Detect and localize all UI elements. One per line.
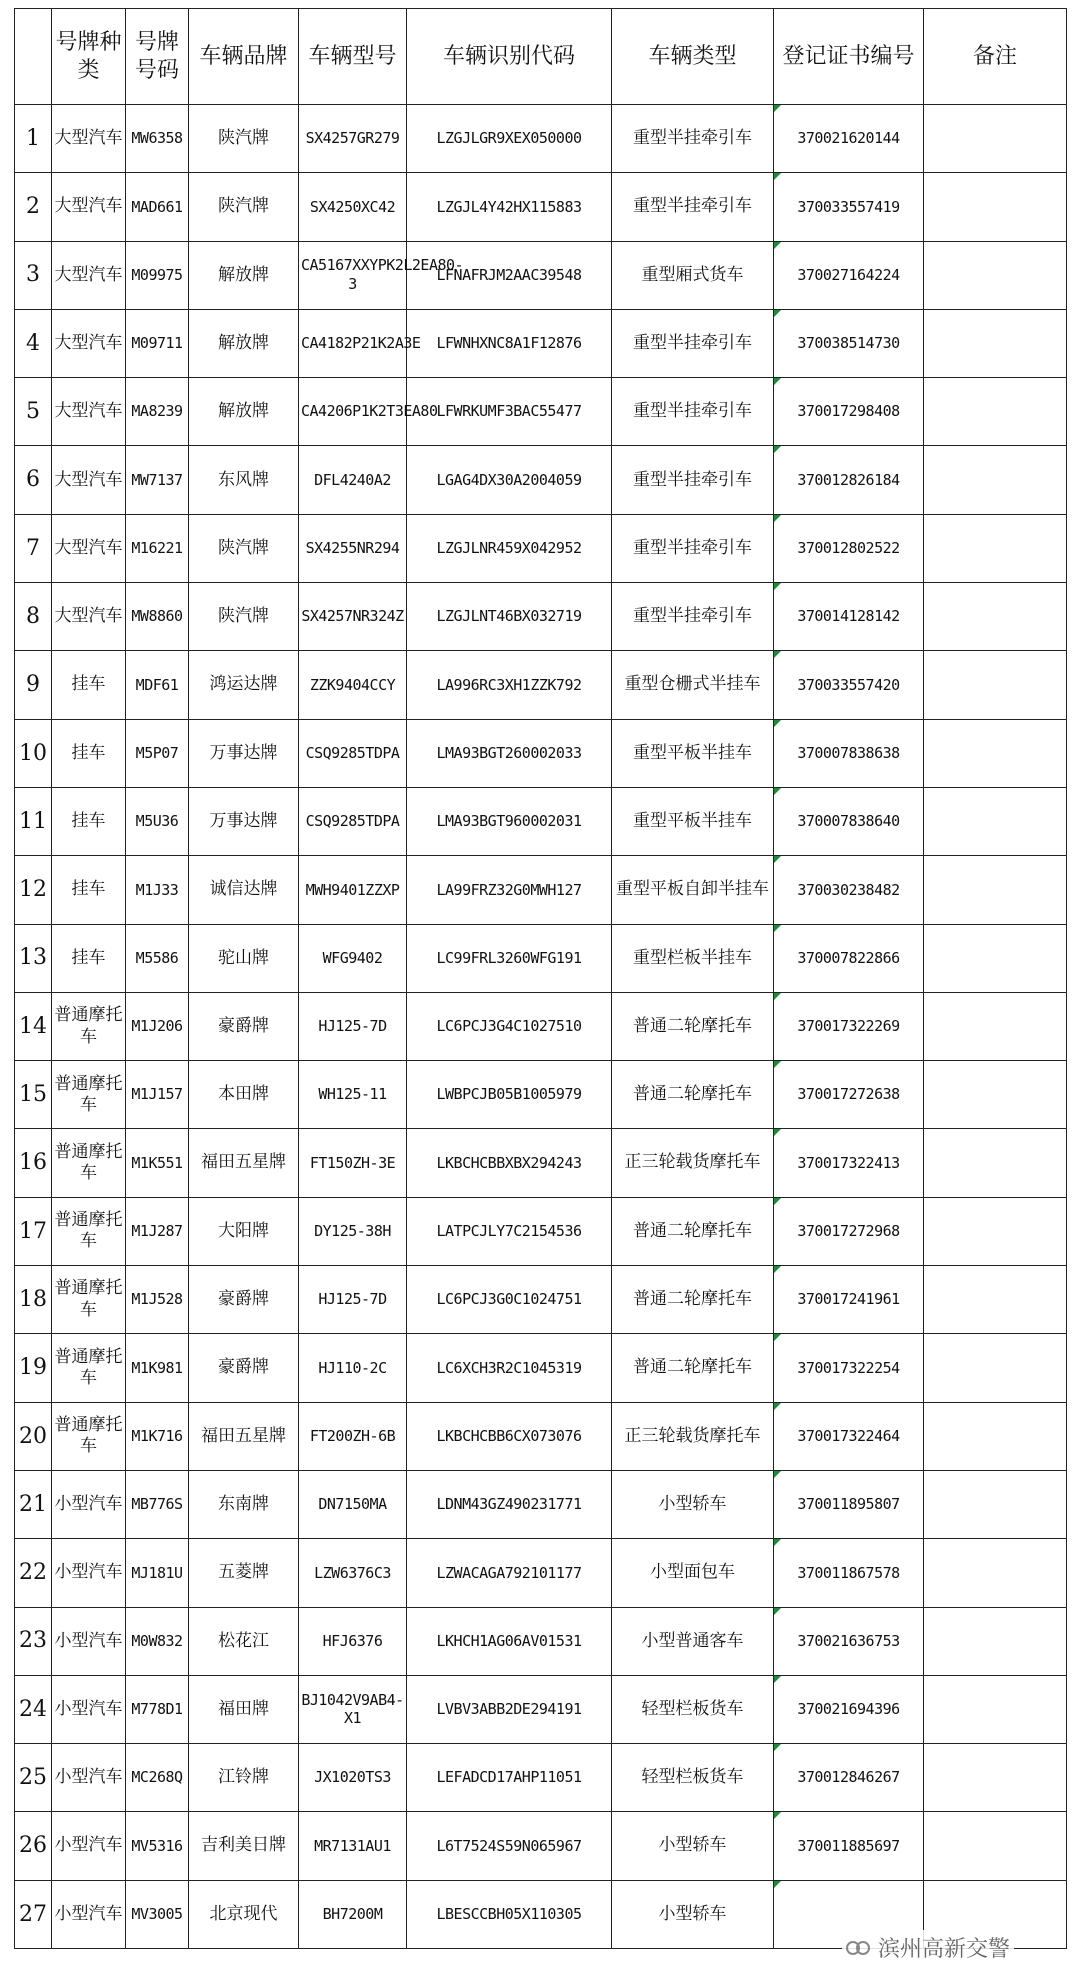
cell-brand: 豪爵牌 (189, 992, 299, 1060)
cell-plate-type: 挂车 (52, 787, 126, 855)
table-row (15, 651, 1067, 719)
cell-index: 25 (15, 1744, 52, 1812)
table-row (15, 378, 1067, 446)
cell-vin: LFWNHXNC8A1F12876 (407, 309, 612, 377)
cell-plate-number: M1K716 (126, 1402, 189, 1470)
cell-plate-number: M1J287 (126, 1197, 189, 1265)
cell-certificate-number: 370017241961 (774, 1266, 924, 1334)
cell-vehicle-type: 重型半挂牵引车 (612, 583, 774, 651)
wechat-channel-icon (846, 1937, 872, 1959)
cell-remarks (924, 787, 1067, 855)
cell-brand: 吉利美日牌 (189, 1812, 299, 1880)
cell-plate-type: 普通摩托车 (52, 1402, 126, 1470)
cell-model: DFL4240A2 (299, 446, 407, 514)
cell-model: FT150ZH-3E (299, 1129, 407, 1197)
cell-remarks (924, 241, 1067, 309)
cell-index: 23 (15, 1607, 52, 1675)
cell-plate-number: MC268Q (126, 1744, 189, 1812)
cell-vehicle-type: 重型厢式货车 (612, 241, 774, 309)
cell-plate-type: 普通摩托车 (52, 1061, 126, 1129)
cell-vehicle-type: 小型面包车 (612, 1539, 774, 1607)
cell-plate-type: 大型汽车 (52, 446, 126, 514)
table-row (15, 1470, 1067, 1538)
cell-brand: 驼山牌 (189, 924, 299, 992)
cell-brand: 大阳牌 (189, 1197, 299, 1265)
cell-vin: LWBPCJB05B1005979 (407, 1061, 612, 1129)
cell-vin: LKHCH1AG06AV01531 (407, 1607, 612, 1675)
cell-plate-type: 小型汽车 (52, 1812, 126, 1880)
cell-certificate-number: 370017322464 (774, 1402, 924, 1470)
cell-vin: LZGJLGR9XEX050000 (407, 105, 612, 173)
cell-vehicle-type: 普通二轮摩托车 (612, 1197, 774, 1265)
cell-remarks (924, 924, 1067, 992)
cell-plate-type: 普通摩托车 (52, 1334, 126, 1402)
cell-remarks (924, 173, 1067, 241)
table-row (15, 309, 1067, 377)
cell-certificate-number: 370012846267 (774, 1744, 924, 1812)
cell-model: WFG9402 (299, 924, 407, 992)
cell-vin: LMA93BGT260002033 (407, 719, 612, 787)
cell-brand: 北京现代 (189, 1880, 299, 1948)
cell-certificate-number: 370021636753 (774, 1607, 924, 1675)
cell-certificate-number: 370027164224 (774, 241, 924, 309)
cell-plate-number: M1J33 (126, 856, 189, 924)
cell-model: DN7150MA (299, 1470, 407, 1538)
watermark-text: 滨州高新交警 (878, 1937, 1011, 1962)
cell-model: JX1020TS3 (299, 1744, 407, 1812)
cell-remarks (924, 1744, 1067, 1812)
cell-vin: LA996RC3XH1ZZK792 (407, 651, 612, 719)
cell-vin: LZGJLNT46BX032719 (407, 583, 612, 651)
cell-index: 7 (15, 514, 52, 582)
cell-remarks (924, 1539, 1067, 1607)
cell-brand: 松花江 (189, 1607, 299, 1675)
cell-plate-number: MW8860 (126, 583, 189, 651)
cell-vehicle-type: 重型半挂牵引车 (612, 173, 774, 241)
cell-index: 22 (15, 1539, 52, 1607)
cell-certificate-number: 370007838638 (774, 719, 924, 787)
cell-plate-number: M5U36 (126, 787, 189, 855)
cell-plate-number: MJ181U (126, 1539, 189, 1607)
cell-brand: 本田牌 (189, 1061, 299, 1129)
cell-plate-type: 普通摩托车 (52, 1197, 126, 1265)
cell-vehicle-type: 重型栏板半挂车 (612, 924, 774, 992)
cell-plate-number: MW7137 (126, 446, 189, 514)
cell-brand: 五菱牌 (189, 1539, 299, 1607)
cell-certificate-number: 370033557419 (774, 173, 924, 241)
cell-vin: LGAG4DX30A2004059 (407, 446, 612, 514)
cell-vin: LZWACAGA792101177 (407, 1539, 612, 1607)
cell-brand: 鸿运达牌 (189, 651, 299, 719)
cell-brand: 江铃牌 (189, 1744, 299, 1812)
cell-vehicle-type: 普通二轮摩托车 (612, 1061, 774, 1129)
cell-remarks (924, 1061, 1067, 1129)
cell-plate-number: M1J157 (126, 1061, 189, 1129)
cell-brand: 万事达牌 (189, 719, 299, 787)
cell-plate-type: 挂车 (52, 924, 126, 992)
cell-model: HJ125-7D (299, 992, 407, 1060)
header-plate-type: 号牌种类 (52, 9, 126, 105)
cell-certificate-number: 370017272968 (774, 1197, 924, 1265)
cell-plate-number: MB776S (126, 1470, 189, 1538)
cell-plate-type: 小型汽车 (52, 1470, 126, 1538)
cell-brand: 解放牌 (189, 309, 299, 377)
cell-brand: 万事达牌 (189, 787, 299, 855)
table-row (15, 1607, 1067, 1675)
cell-plate-number: M1J206 (126, 992, 189, 1060)
cell-plate-type: 小型汽车 (52, 1539, 126, 1607)
cell-vehicle-type: 重型半挂牵引车 (612, 105, 774, 173)
cell-certificate-number: 370017322413 (774, 1129, 924, 1197)
cell-plate-type: 大型汽车 (52, 173, 126, 241)
cell-plate-number: M09711 (126, 309, 189, 377)
cell-vehicle-type: 重型半挂牵引车 (612, 309, 774, 377)
cell-certificate-number: 370011885697 (774, 1812, 924, 1880)
header-index (15, 9, 52, 105)
cell-brand: 陕汽牌 (189, 514, 299, 582)
cell-brand: 豪爵牌 (189, 1266, 299, 1334)
cell-vehicle-type: 重型平板半挂车 (612, 787, 774, 855)
cell-brand: 陕汽牌 (189, 105, 299, 173)
cell-plate-number: M1K551 (126, 1129, 189, 1197)
cell-vin: LVBV3ABB2DE294191 (407, 1675, 612, 1743)
cell-plate-type: 大型汽车 (52, 309, 126, 377)
cell-certificate-number: 370017272638 (774, 1061, 924, 1129)
cell-index: 20 (15, 1402, 52, 1470)
cell-brand: 东风牌 (189, 446, 299, 514)
cell-model: BJ1042V9AB4-X1 (299, 1675, 407, 1743)
cell-vehicle-type: 普通二轮摩托车 (612, 992, 774, 1060)
header-vin: 车辆识别代码 (407, 9, 612, 105)
cell-vin: LBESCCBH05X110305 (407, 1880, 612, 1948)
cell-index: 10 (15, 719, 52, 787)
cell-brand: 福田牌 (189, 1675, 299, 1743)
header-vehicle-type: 车辆类型 (612, 9, 774, 105)
cell-plate-type: 大型汽车 (52, 241, 126, 309)
header-certificate-number: 登记证书编号 (774, 9, 924, 105)
cell-brand: 诚信达牌 (189, 856, 299, 924)
table-row (15, 787, 1067, 855)
cell-index: 9 (15, 651, 52, 719)
cell-vehicle-type: 重型平板半挂车 (612, 719, 774, 787)
cell-model: SX4257NR324Z (299, 583, 407, 651)
table-row (15, 1675, 1067, 1743)
cell-model: BH7200M (299, 1880, 407, 1948)
cell-index: 2 (15, 173, 52, 241)
cell-index: 11 (15, 787, 52, 855)
cell-remarks (924, 1402, 1067, 1470)
cell-index: 6 (15, 446, 52, 514)
cell-plate-number: MAD661 (126, 173, 189, 241)
table-row (15, 1061, 1067, 1129)
cell-remarks (924, 651, 1067, 719)
cell-index: 26 (15, 1812, 52, 1880)
cell-vehicle-type: 重型半挂牵引车 (612, 446, 774, 514)
cell-plate-type: 大型汽车 (52, 583, 126, 651)
cell-model: LZW6376C3 (299, 1539, 407, 1607)
cell-certificate-number: 370021694396 (774, 1675, 924, 1743)
cell-index: 12 (15, 856, 52, 924)
cell-vin: LMA93BGT960002031 (407, 787, 612, 855)
cell-vehicle-type: 轻型栏板货车 (612, 1675, 774, 1743)
cell-vehicle-type: 重型平板自卸半挂车 (612, 856, 774, 924)
cell-plate-number: MV5316 (126, 1812, 189, 1880)
cell-vehicle-type: 重型半挂牵引车 (612, 378, 774, 446)
cell-vin: LA99FRZ32G0MWH127 (407, 856, 612, 924)
table-row (15, 719, 1067, 787)
cell-model: FT200ZH-6B (299, 1402, 407, 1470)
cell-remarks (924, 105, 1067, 173)
cell-remarks (924, 856, 1067, 924)
cell-certificate-number: 370011895807 (774, 1470, 924, 1538)
cell-model: CA4206P1K2T3EA80 (299, 378, 407, 446)
cell-certificate-number: 370038514730 (774, 309, 924, 377)
cell-index: 8 (15, 583, 52, 651)
header-remarks: 备注 (924, 9, 1067, 105)
cell-remarks (924, 583, 1067, 651)
cell-index: 27 (15, 1880, 52, 1948)
table-row (15, 924, 1067, 992)
cell-vin: LC6PCJ3G4C1027510 (407, 992, 612, 1060)
cell-model: DY125-38H (299, 1197, 407, 1265)
cell-vehicle-type: 正三轮载货摩托车 (612, 1402, 774, 1470)
cell-vehicle-type: 小型轿车 (612, 1470, 774, 1538)
header-brand: 车辆品牌 (189, 9, 299, 105)
cell-model: CA5167XXYPK2L2EA80-3 (299, 241, 407, 309)
cell-vin: LDNM43GZ490231771 (407, 1470, 612, 1538)
cell-model: ZZK9404CCY (299, 651, 407, 719)
cell-index: 15 (15, 1061, 52, 1129)
cell-index: 18 (15, 1266, 52, 1334)
cell-vehicle-type: 正三轮载货摩托车 (612, 1129, 774, 1197)
cell-index: 14 (15, 992, 52, 1060)
source-watermark (842, 1930, 1014, 1965)
cell-certificate-number: 370030238482 (774, 856, 924, 924)
cell-index: 19 (15, 1334, 52, 1402)
cell-vehicle-type: 普通二轮摩托车 (612, 1334, 774, 1402)
cell-model: CA4182P21K2A3E (299, 309, 407, 377)
cell-model: CSQ9285TDPA (299, 719, 407, 787)
cell-remarks (924, 719, 1067, 787)
table-row (15, 1744, 1067, 1812)
table-row (15, 105, 1067, 173)
cell-certificate-number: 370033557420 (774, 651, 924, 719)
table-row (15, 1197, 1067, 1265)
cell-plate-number: M09975 (126, 241, 189, 309)
cell-plate-type: 大型汽车 (52, 378, 126, 446)
table-row (15, 992, 1067, 1060)
cell-plate-type: 大型汽车 (52, 105, 126, 173)
cell-plate-number: M778D1 (126, 1675, 189, 1743)
cell-remarks (924, 1607, 1067, 1675)
cell-plate-type: 普通摩托车 (52, 992, 126, 1060)
cell-plate-number: M1J528 (126, 1266, 189, 1334)
cell-model: WH125-11 (299, 1061, 407, 1129)
cell-model: SX4255NR294 (299, 514, 407, 582)
cell-vin: L6T7524S59N065967 (407, 1812, 612, 1880)
table-row (15, 1812, 1067, 1880)
cell-model: HFJ6376 (299, 1607, 407, 1675)
cell-certificate-number: 370017322254 (774, 1334, 924, 1402)
cell-vin: LZGJL4Y42HX115883 (407, 173, 612, 241)
vehicle-registry-table (14, 8, 1067, 1949)
cell-vin: LKBCHCBB6CX073076 (407, 1402, 612, 1470)
cell-remarks (924, 992, 1067, 1060)
cell-brand: 豪爵牌 (189, 1334, 299, 1402)
cell-index: 16 (15, 1129, 52, 1197)
table-row (15, 446, 1067, 514)
cell-model: MWH9401ZZXP (299, 856, 407, 924)
cell-model: HJ110-2C (299, 1334, 407, 1402)
cell-vehicle-type: 重型仓栅式半挂车 (612, 651, 774, 719)
cell-vin: LKBCHCBBXBX294243 (407, 1129, 612, 1197)
cell-brand: 陕汽牌 (189, 583, 299, 651)
cell-plate-type: 大型汽车 (52, 514, 126, 582)
cell-model: SX4257GR279 (299, 105, 407, 173)
cell-plate-type: 小型汽车 (52, 1675, 126, 1743)
cell-plate-number: M1K981 (126, 1334, 189, 1402)
cell-index: 1 (15, 105, 52, 173)
table-row (15, 241, 1067, 309)
table-row (15, 514, 1067, 582)
cell-brand: 解放牌 (189, 378, 299, 446)
cell-vin: LC6XCH3R2C1045319 (407, 1334, 612, 1402)
cell-vehicle-type: 小型轿车 (612, 1812, 774, 1880)
cell-plate-type: 挂车 (52, 651, 126, 719)
cell-vin: LFNAFRJM2AAC39548 (407, 241, 612, 309)
table-row (15, 1402, 1067, 1470)
cell-index: 4 (15, 309, 52, 377)
cell-certificate-number: 370012826184 (774, 446, 924, 514)
cell-certificate-number: 370012802522 (774, 514, 924, 582)
header-model: 车辆型号 (299, 9, 407, 105)
cell-certificate-number: 370011867578 (774, 1539, 924, 1607)
cell-plate-number: MW6358 (126, 105, 189, 173)
table-row (15, 1266, 1067, 1334)
cell-plate-type: 挂车 (52, 719, 126, 787)
cell-remarks (924, 1129, 1067, 1197)
cell-brand: 东南牌 (189, 1470, 299, 1538)
cell-remarks (924, 1266, 1067, 1334)
table-row (15, 1129, 1067, 1197)
cell-vehicle-type: 普通二轮摩托车 (612, 1266, 774, 1334)
cell-vin: LZGJLNR459X042952 (407, 514, 612, 582)
cell-brand: 福田五星牌 (189, 1129, 299, 1197)
cell-model: MR7131AU1 (299, 1812, 407, 1880)
cell-index: 21 (15, 1470, 52, 1538)
cell-index: 13 (15, 924, 52, 992)
cell-plate-number: M5P07 (126, 719, 189, 787)
cell-remarks (924, 1675, 1067, 1743)
cell-vin: LATPCJLY7C2154536 (407, 1197, 612, 1265)
cell-index: 3 (15, 241, 52, 309)
cell-remarks (924, 1334, 1067, 1402)
cell-plate-number: MDF61 (126, 651, 189, 719)
cell-remarks (924, 378, 1067, 446)
cell-certificate-number: 370017298408 (774, 378, 924, 446)
cell-remarks (924, 514, 1067, 582)
cell-model: SX4250XC42 (299, 173, 407, 241)
cell-plate-number: MA8239 (126, 378, 189, 446)
cell-plate-number: MV3005 (126, 1880, 189, 1948)
table-row (15, 1539, 1067, 1607)
cell-index: 17 (15, 1197, 52, 1265)
cell-index: 5 (15, 378, 52, 446)
cell-certificate-number: 370007822866 (774, 924, 924, 992)
cell-certificate-number: 370021620144 (774, 105, 924, 173)
cell-plate-type: 小型汽车 (52, 1607, 126, 1675)
table-row (15, 1334, 1067, 1402)
cell-remarks (924, 1470, 1067, 1538)
cell-brand: 解放牌 (189, 241, 299, 309)
cell-brand: 陕汽牌 (189, 173, 299, 241)
cell-vehicle-type: 小型普通客车 (612, 1607, 774, 1675)
cell-plate-type: 小型汽车 (52, 1744, 126, 1812)
cell-brand: 福田五星牌 (189, 1402, 299, 1470)
cell-index: 24 (15, 1675, 52, 1743)
cell-plate-number: M5586 (126, 924, 189, 992)
cell-vin: LEFADCD17AHP11051 (407, 1744, 612, 1812)
cell-vin: LC99FRL3260WFG191 (407, 924, 612, 992)
table-row (15, 583, 1067, 651)
cell-plate-type: 普通摩托车 (52, 1129, 126, 1197)
cell-vehicle-type: 小型轿车 (612, 1880, 774, 1948)
cell-plate-type: 小型汽车 (52, 1880, 126, 1948)
cell-remarks (924, 309, 1067, 377)
table-row (15, 173, 1067, 241)
header-plate-number: 号牌号码 (126, 9, 189, 105)
cell-remarks (924, 446, 1067, 514)
cell-remarks (924, 1197, 1067, 1265)
table-row (15, 856, 1067, 924)
cell-remarks (924, 1812, 1067, 1880)
cell-plate-number: M16221 (126, 514, 189, 582)
cell-certificate-number: 370017322269 (774, 992, 924, 1060)
cell-vin: LFWRKUMF3BAC55477 (407, 378, 612, 446)
cell-model: CSQ9285TDPA (299, 787, 407, 855)
cell-plate-number: M0W832 (126, 1607, 189, 1675)
cell-plate-type: 普通摩托车 (52, 1266, 126, 1334)
cell-vin: LC6PCJ3G0C1024751 (407, 1266, 612, 1334)
cell-certificate-number: 370007838640 (774, 787, 924, 855)
cell-vehicle-type: 轻型栏板货车 (612, 1744, 774, 1812)
cell-model: HJ125-7D (299, 1266, 407, 1334)
table-header-row (15, 9, 1067, 105)
cell-vehicle-type: 重型半挂牵引车 (612, 514, 774, 582)
cell-plate-type: 挂车 (52, 856, 126, 924)
cell-certificate-number: 370014128142 (774, 583, 924, 651)
